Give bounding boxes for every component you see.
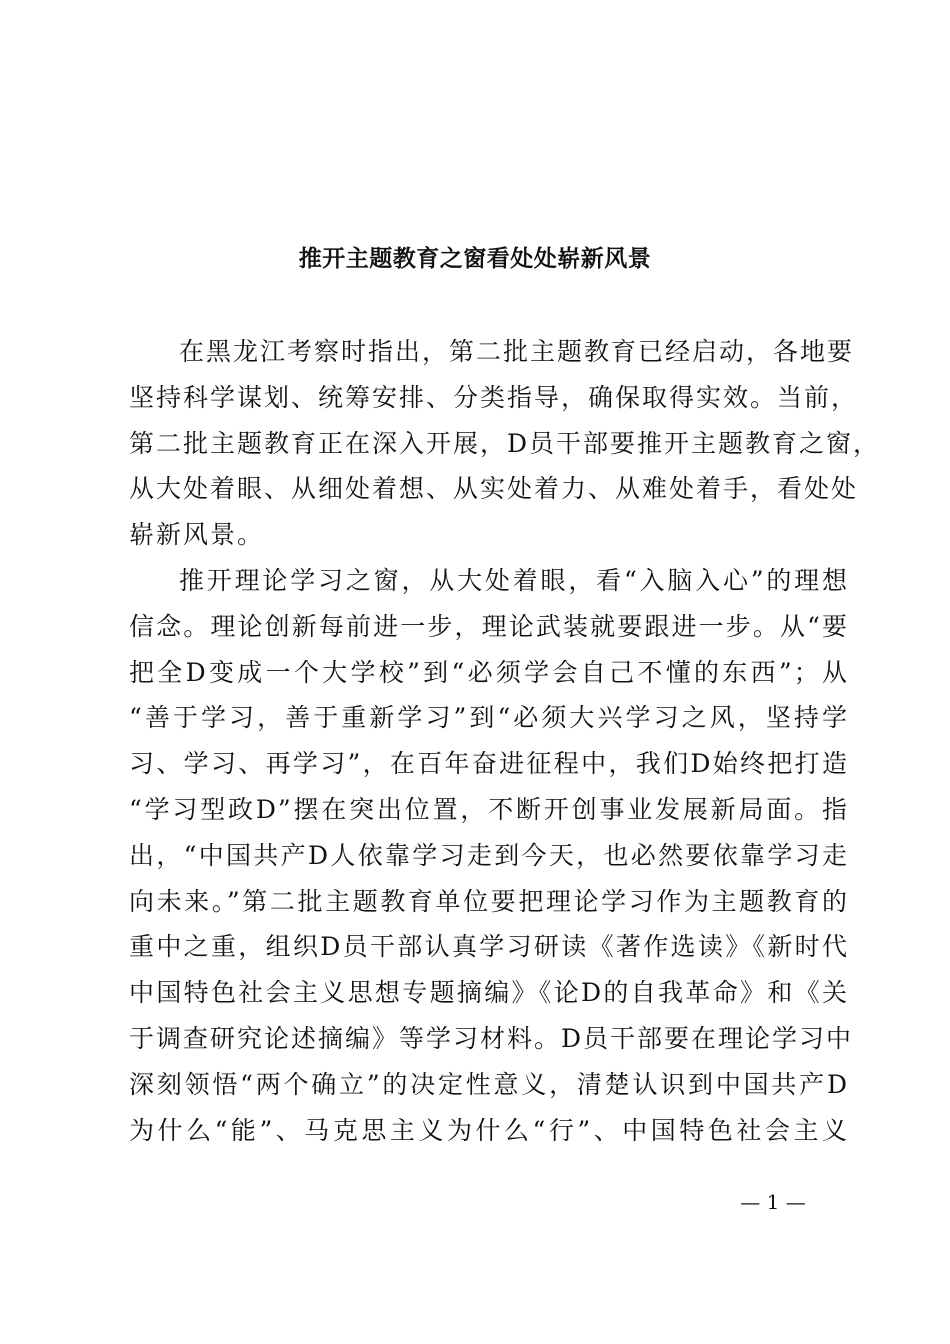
paragraph-line: 坚持科学谋划、统筹安排、分类指导，确保取得实效。当前， [129,382,859,412]
document-body [129,334,881,1158]
paragraph-line: 崭新风景。 [129,520,265,550]
paragraph-line: 重中之重，组织D员干部认真学习研读《著作选读》《新时代 [129,932,849,962]
paragraph-line: 向未来。”第二批主题教育单位要把理论学习作为主题教育的 [129,886,849,916]
paragraph-line: 信念。理论创新每前进一步，理论武装就要跟进一步。从“要 [129,611,849,641]
page-number: — 1 — [740,1190,806,1214]
paragraph-line: 推开理论学习之窗，从大处着眼，看“入脑入心”的理想 [179,565,849,595]
paragraph-line: 为什么“能”、马克思主义为什么“行”、中国特色社会主义 [129,1115,849,1145]
paragraph-line: 于调查研究论述摘编》等学习材料。D员干部要在理论学习中 [129,1023,854,1053]
paragraph-line: 第二批主题教育正在深入开展，D员干部要推开主题教育之窗， [129,428,881,458]
paragraph-line: 在黑龙江考察时指出，第二批主题教育已经启动，各地要 [179,337,855,366]
paragraph-line: 把全D变成一个大学校”到“必须学会自己不懂的东西”；从 [129,657,849,687]
paragraph-line: “善于学习，善于重新学习”到“必须大兴学习之风，坚持学 [129,703,849,733]
paragraph-line: 出，“中国共产D人依靠学习走到今天，也必然要依靠学习走 [129,840,849,870]
paragraph-line: 从大处着眼、从细处着想、从实处着力、从难处着手，看处处 [129,474,859,504]
paragraph-line: 中国特色社会主义思想专题摘编》《论D的自我革命》和《关 [129,978,849,1008]
document-title: 推开主题教育之窗看处处崭新风景 [298,245,652,272]
paragraph-line: 习、学习、再学习”，在百年奋进征程中，我们D始终把打造 [129,749,849,779]
paragraph-line: “学习型政D”摆在突出位置，不断开创事业发展新局面。指 [129,794,849,824]
paragraph-line: 深刻领悟“两个确立”的决定性意义，清楚认识到中国共产D [129,1069,849,1099]
